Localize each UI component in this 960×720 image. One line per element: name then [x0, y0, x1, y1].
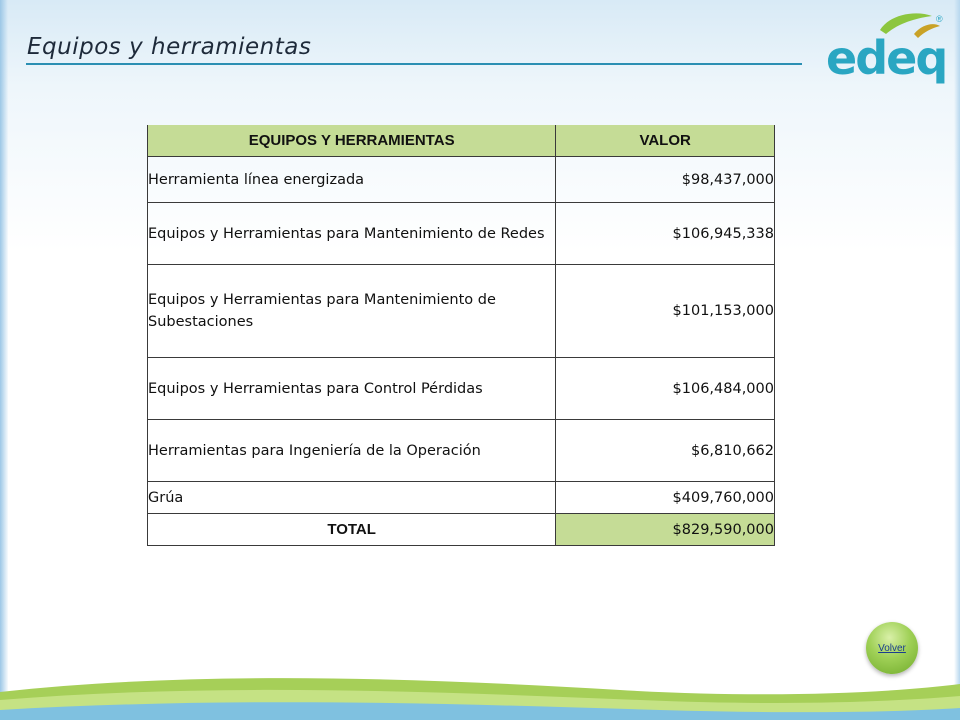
row-value: $6,810,662	[556, 420, 775, 482]
total-label: TOTAL	[148, 514, 556, 546]
row-value: $98,437,000	[556, 157, 775, 203]
row-value: $409,760,000	[556, 482, 775, 514]
table-row	[148, 358, 775, 420]
registered-mark: ®	[936, 14, 943, 24]
page-title: Equipos y herramientas	[27, 34, 312, 60]
table-row	[148, 203, 775, 265]
row-value: $106,945,338	[556, 203, 775, 265]
total-row	[148, 514, 775, 546]
row-value: $106,484,000	[556, 358, 775, 420]
row-description: Equipos y Herramientas para Mantenimiento de Subestaciones	[148, 265, 556, 358]
row-value: $101,153,000	[556, 265, 775, 358]
table-row	[148, 157, 775, 203]
volver-label[interactable]: Volver	[878, 642, 906, 654]
logo-text: edeq	[826, 31, 947, 85]
total-value: $829,590,000	[556, 514, 775, 546]
row-description: Equipos y Herramientas para Mantenimiento de Redes	[148, 203, 556, 265]
edeq-logo	[824, 8, 950, 92]
equipment-table	[147, 125, 775, 546]
row-description: Equipos y Herramientas para Control Pérdidas	[148, 358, 556, 420]
row-description: Herramienta línea energizada	[148, 157, 556, 203]
row-description: Herramientas para Ingeniería de la Operación	[148, 420, 556, 482]
table-header-row	[148, 125, 775, 157]
table-row	[148, 420, 775, 482]
header-equipment: EQUIPOS Y HERRAMIENTAS	[148, 125, 556, 157]
table-row	[148, 482, 775, 514]
left-edge-decoration	[0, 0, 8, 720]
bottom-wave-decoration	[0, 640, 960, 720]
title-divider	[26, 63, 802, 65]
header-value: VALOR	[556, 125, 775, 157]
row-description: Grúa	[148, 482, 556, 514]
right-edge-decoration	[954, 0, 960, 720]
table-row	[148, 265, 775, 358]
